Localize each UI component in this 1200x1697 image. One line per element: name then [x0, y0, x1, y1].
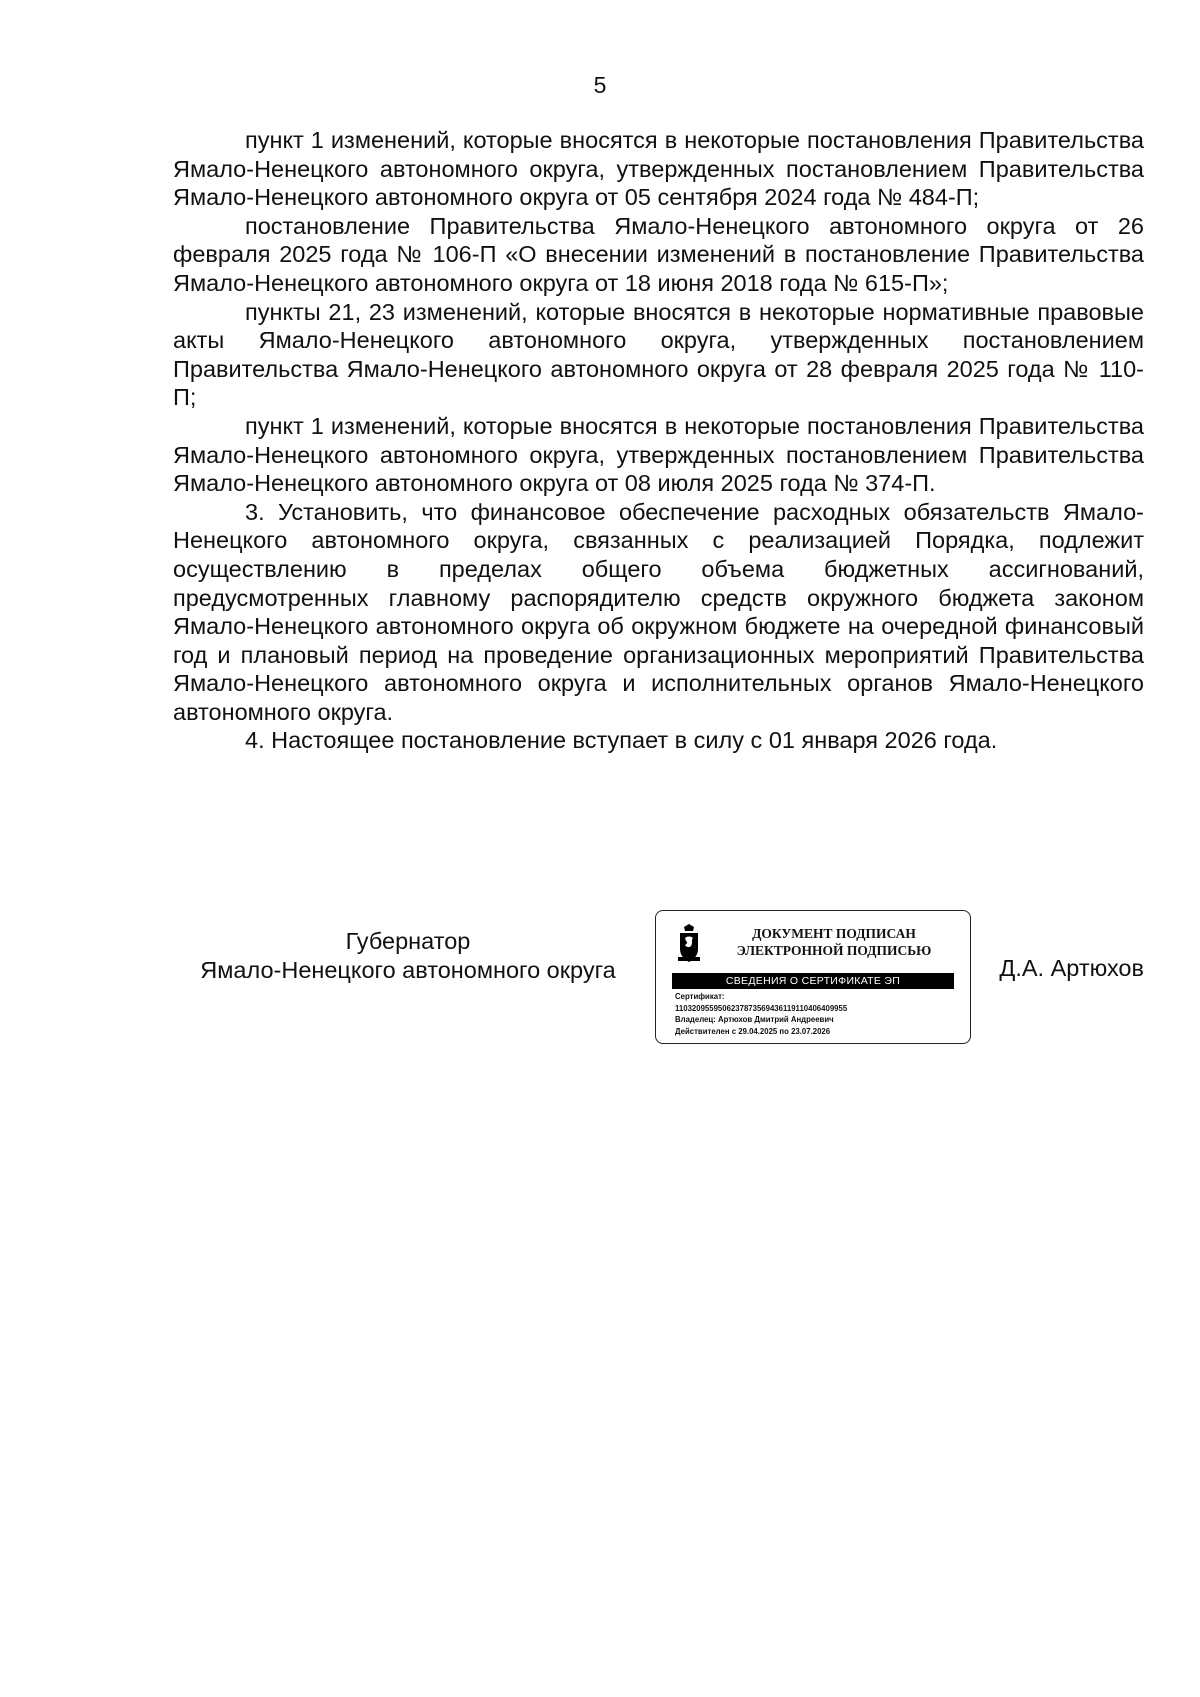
certificate-validity: Действителен с 29.04.2025 по 23.07.2026 — [675, 1026, 831, 1036]
certificate-label: Сертификат: — [675, 992, 725, 1001]
paragraph: пункт 1 изменений, которые вносятся в некоторые постановления Правительства Ямало-Ненецкого автономного округа, утвержденных постановлением Правительства Ямало-Ненецкого автономного округа от 05 сентября 2024 года № 484-П; — [173, 127, 1144, 211]
stamp-title-line: ЭЛЕКТРОННОЙ ПОДПИСЬЮ — [736, 943, 932, 958]
paragraph: 4. Настоящее постановление вступает в силу с 01 января 2026 года. — [245, 727, 998, 754]
paragraph: пункт 1 изменений, которые вносятся в некоторые постановления Правительства Ямало-Ненецкого автономного округа, утвержденных постановлением Правительства Ямало-Ненецкого автономного округа от 08 июля 2025 года № 374-П. — [173, 412, 1144, 497]
paragraph: постановление Правительства Ямало-Ненецкого автономного округа от 26 февраля 2025 года № 106-П «О внесении изменений в постановление Правительства Ямало-Ненецкого автономного округа от 18 июня 2018 года № 615-П»; — [173, 212, 1144, 296]
signatory-title: Губернатор — [345, 928, 471, 954]
document-body — [173, 126, 1144, 755]
certificate-number: 110320955950623787356943611911040640995​5 — [675, 1003, 848, 1013]
page-number: 5 — [593, 72, 607, 98]
signatory-position — [173, 927, 643, 985]
certificate-owner: Владелец: Артюхов Дмитрий Андреевич — [675, 1015, 834, 1024]
signatory-region: Ямало-Ненецкого автономного округа — [200, 957, 616, 983]
paragraph: 3. Установить, что финансовое обеспечение расходных обязательств Ямало-Ненецкого автономного округа, связанных с реализацией Порядка, подлежит осуществлению в пределах общего объема бюджетных ассигнований, предусмотренных главному распорядителю средств окружного бюджета законом Ямало-Ненецкого автономного округа об окружном бюджете на очередной финансовый год и плановый период на проведение организационных мероприятий Правительства Ямало-Ненецкого автономного округа и исполнительных органов Ямало-Ненецкого автономного округа. — [173, 498, 1144, 725]
stamp-title — [716, 925, 952, 959]
electronic-signature-stamp — [655, 910, 971, 1044]
signatory-name: Д.А. Артюхов — [999, 955, 1144, 981]
paragraph: пункты 21, 23 изменений, которые вносятся в некоторые нормативные правовые акты Ямало-Ненецкого автономного округа, утвержденных постановлением Правительства Ямало-Ненецкого автономного округа от 28 февраля 2025 года № 110-П; — [173, 298, 1144, 411]
certificate-info-band: СВЕДЕНИЯ О СЕРТИФИКАТЕ ЭП — [672, 973, 954, 989]
stamp-title-line: ДОКУМЕНТ ПОДПИСАН — [752, 926, 916, 941]
certificate-details — [675, 991, 960, 1037]
coat-of-arms-icon — [675, 923, 703, 965]
